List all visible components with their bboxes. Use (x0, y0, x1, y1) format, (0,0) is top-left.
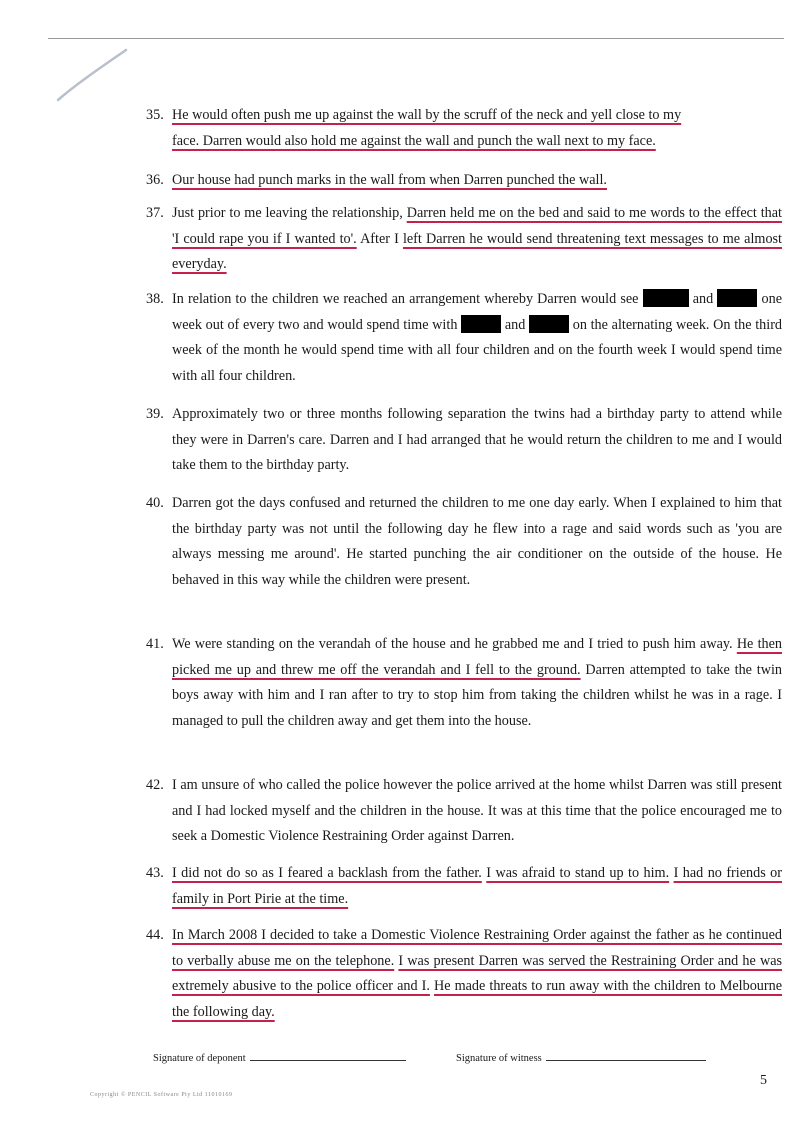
paragraph-number: 37. (146, 205, 164, 221)
para-text: Just prior to me leaving the relationship, (172, 205, 403, 221)
paragraph-36 (146, 168, 782, 194)
para-text-underlined: left Darren he would send threatening text messages to me almost everyday. (172, 230, 783, 272)
para-text: Darren got the days confused and returned the children to me one day early. When I explained to him that the birthday party was not until the following day he flew into a rage and said words such as 'you are always messing me around'. He started punching the air conditioner on the outside of the house. He behaved in this way while the children were present. (172, 495, 782, 588)
para-text-underlined: I was present Darren was served the Restraining Order and he was extremely abusive to the police officer and I. (172, 952, 783, 994)
pen-mark (54, 44, 134, 104)
footer-copyright: Copyright © PENCIL Software Pty Ltd 11010169 (90, 1092, 233, 1098)
paragraph-number: 39. (146, 406, 164, 422)
paragraph-number: 35. (146, 107, 164, 123)
para-text-underlined: Darren held me on the bed and said to me words to the effect that 'I could rape you if I wanted to'. (172, 205, 782, 247)
redaction-box (643, 289, 689, 307)
para-text: face. Darren would also hold me against the wall and punch the wall next to my face. (172, 132, 656, 149)
witness-signature-label: Signature of witness (456, 1053, 542, 1064)
para-text-underlined: He made threats to run away with the children to Melbourne the following day. (172, 978, 782, 1020)
paragraph-number: 44. (146, 927, 164, 943)
paragraph-38 (146, 287, 782, 389)
redaction-box (717, 289, 757, 307)
para-text: We were standing on the verandah of the house and he grabbed me and I tried to push him away. (172, 636, 733, 652)
deponent-signature-label: Signature of deponent (153, 1053, 246, 1064)
paragraph-number: 38. (146, 291, 164, 307)
para-text: one week out of every two and would spend time with (172, 291, 782, 333)
para-text-underlined: I was afraid to stand up to him. (486, 865, 670, 881)
para-text: Our house had punch marks in the wall from when Darren punched the wall. (172, 172, 607, 188)
para-text: Approximately two or three months following separation the twins had a birthday party to attend while they were in Darren's care. Darren and I had arranged that he would return the children to me and I would take them to the birthday party. (172, 406, 782, 473)
witness-signature-line (546, 1060, 706, 1061)
para-text: After I (360, 230, 399, 247)
deponent-signature (153, 1053, 406, 1064)
redaction-box (529, 315, 569, 333)
para-text: In relation to the children we reached an arrangement whereby Darren would see (172, 291, 639, 307)
page-number: 5 (760, 1073, 767, 1088)
para-text: Darren attempted to take the twin boys away with him and I ran after to try to stop him from taking the children whilst he was in a rage. I managed to pull the children away and get them into the house. (172, 661, 783, 729)
paragraph-35 (146, 103, 782, 154)
paragraph-number: 43. (146, 865, 164, 881)
paragraph-number: 40. (146, 495, 164, 511)
para-text: I am unsure of who called the police however the police arrived at the home whilst Darren was still present and I had locked myself and the children in the house. It was at this time that the police encouraged me to seek a Domestic Violence Restraining Order against Darren. (172, 777, 782, 844)
para-text: on the alternating week. On the third week of the month he would spend time with all four children and on the fourth week I would spend time with all four children. (172, 316, 783, 384)
para-text-underlined: He then picked me up and threw me off the verandah and I fell to the ground. (172, 636, 782, 678)
witness-signature (456, 1053, 706, 1064)
paragraph-44 (146, 923, 782, 1025)
para-text: and (692, 291, 714, 307)
paragraph-number: 36. (146, 172, 164, 188)
deponent-signature-line (250, 1060, 406, 1061)
paragraph-number: 41. (146, 636, 164, 652)
paragraph-42 (146, 773, 782, 850)
paragraph-number: 42. (146, 777, 164, 793)
para-text-underlined: In March 2008 I decided to take a Domestic Violence Restraining Order against the father as he continued to verbally abuse me on the telephone. (172, 927, 782, 969)
paragraph-39 (146, 402, 782, 479)
top-rule (48, 38, 784, 39)
para-text: and (504, 316, 526, 333)
paragraph-41 (146, 632, 782, 734)
redaction-box (461, 315, 501, 333)
paragraph-43 (146, 861, 782, 912)
para-text: He would often push me up against the wall by the scruff of the neck and yell close to my (172, 107, 682, 123)
para-text-underlined: I had no friends or family in Port Pirie at the time. (172, 865, 783, 907)
paragraph-40 (146, 491, 782, 593)
para-text-underlined: I did not do so as I feared a backlash from the father. (172, 865, 482, 881)
paragraph-37 (146, 201, 782, 278)
